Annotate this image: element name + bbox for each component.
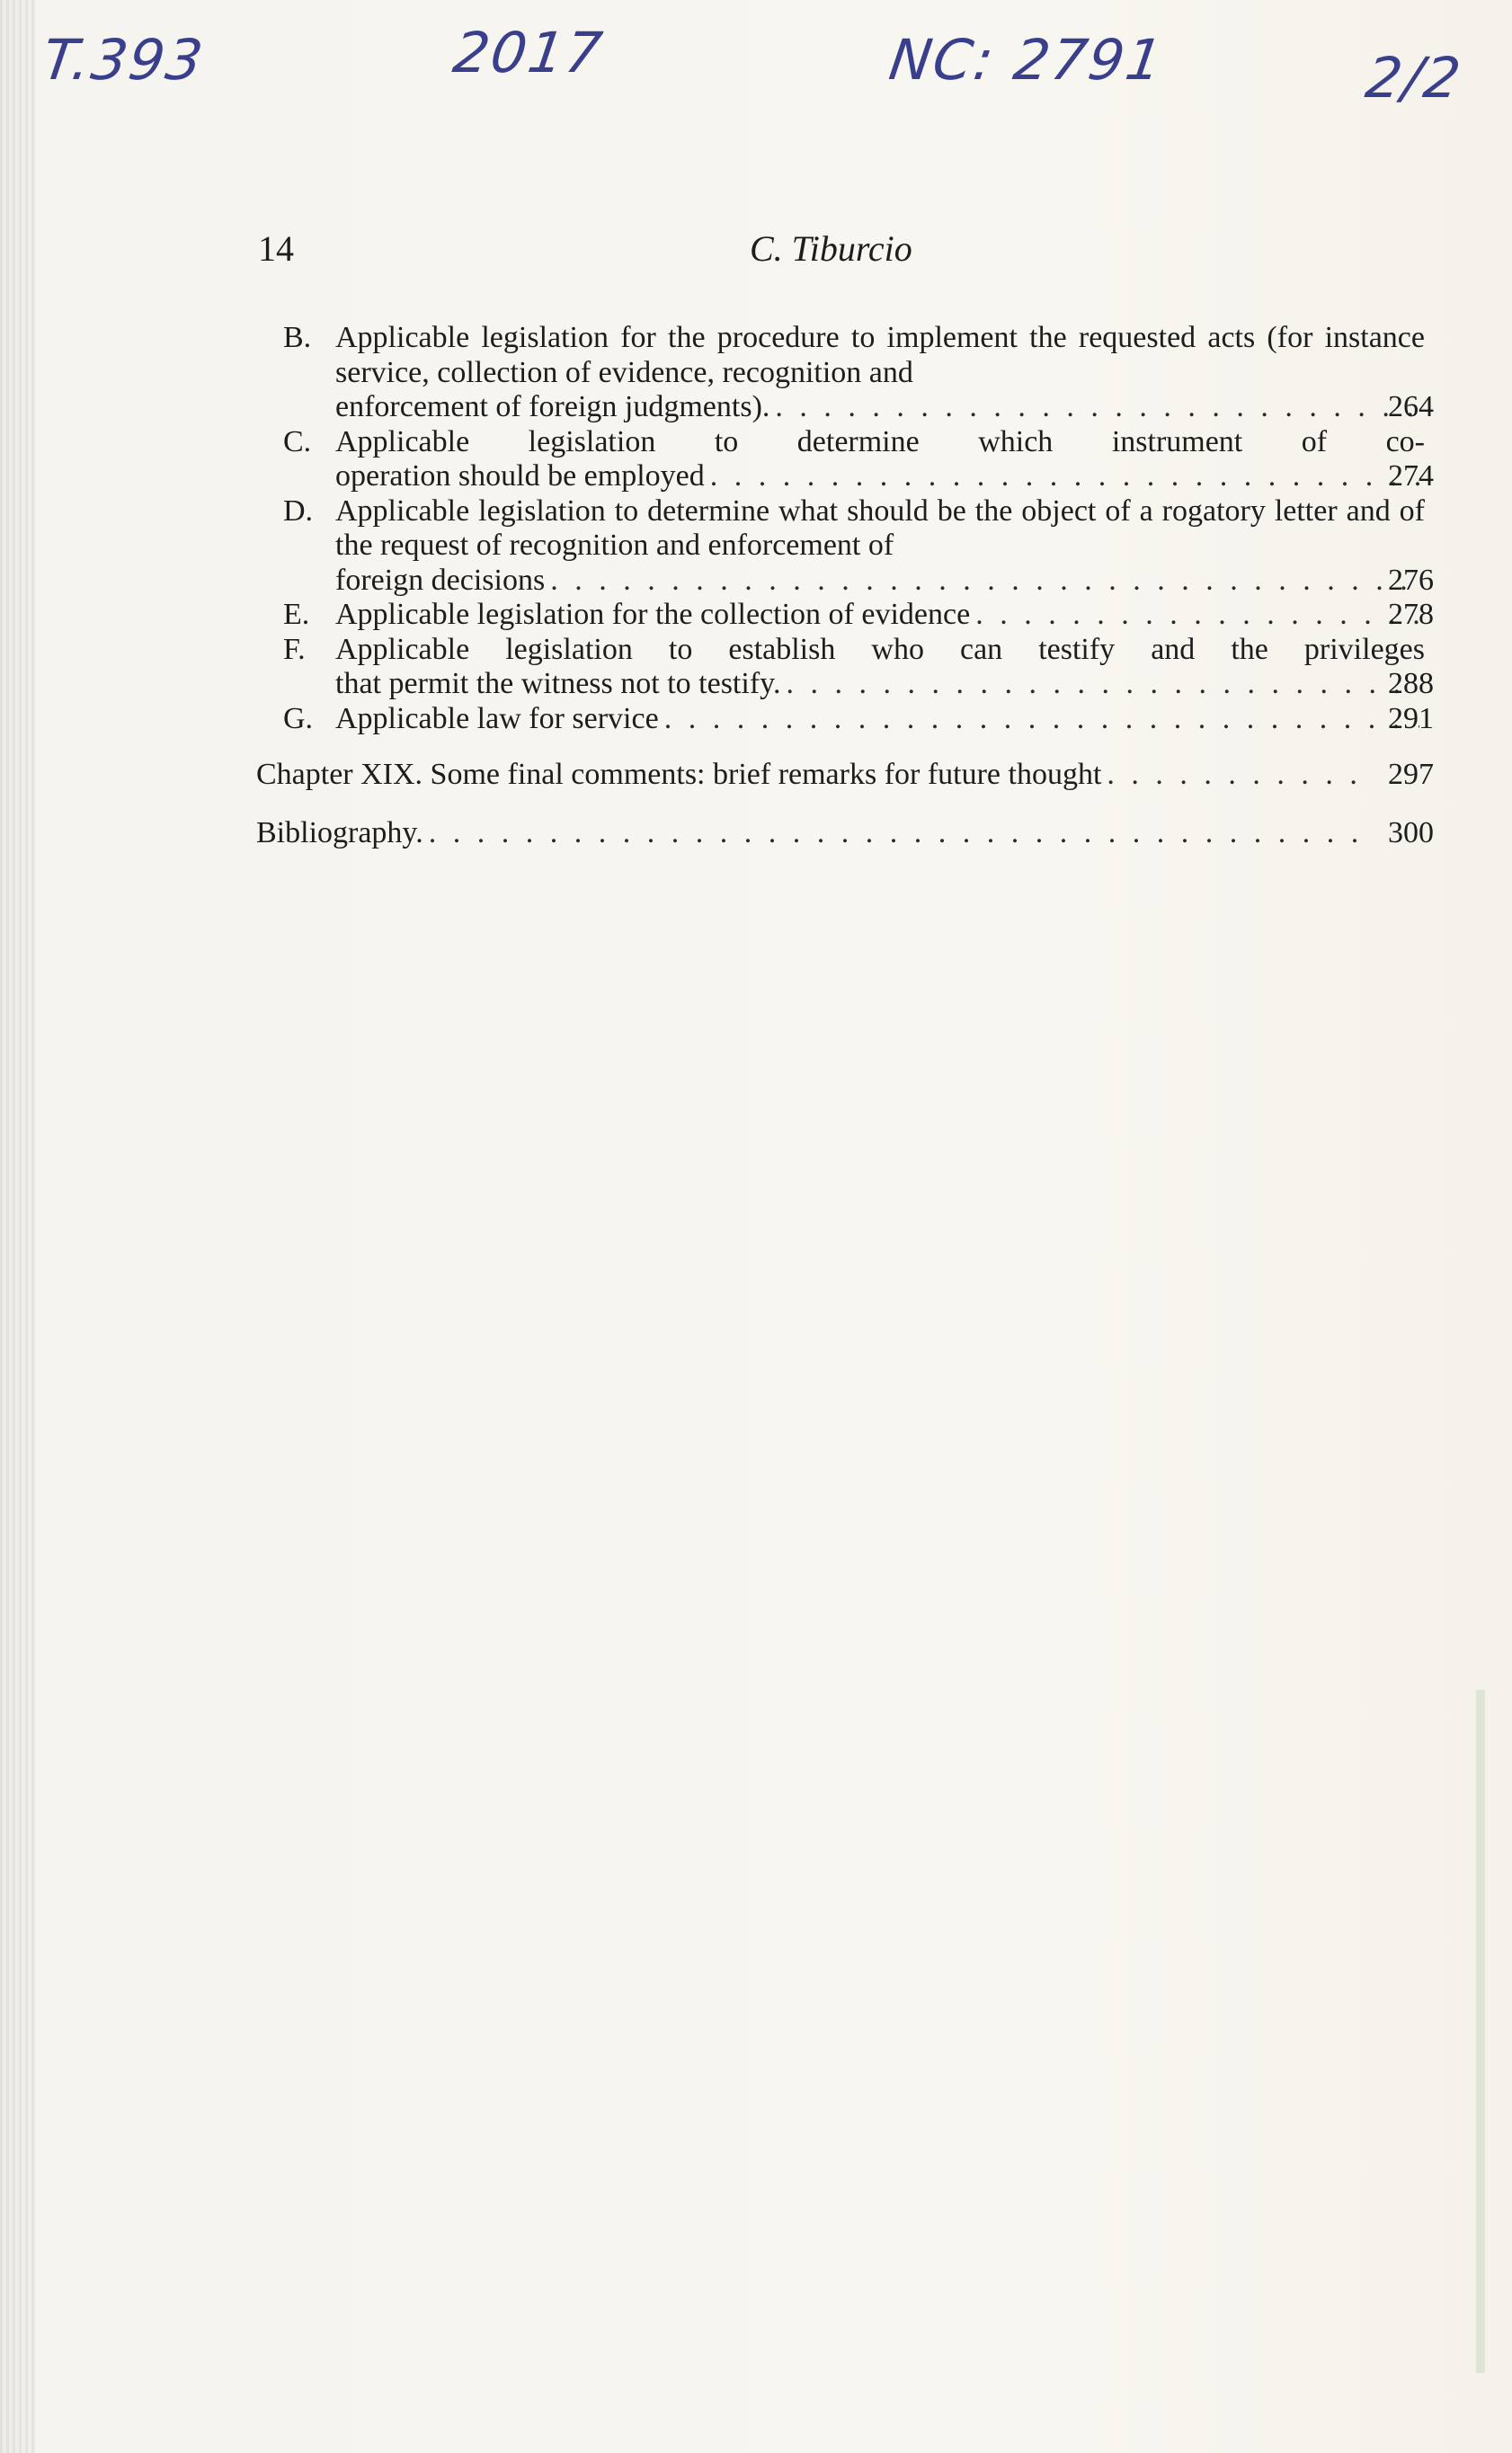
toc-text-last: Bibliography. xyxy=(256,815,423,849)
toc-text: Applicable legislation for the procedure to implement the requested acts (for instance service, collection of evidence, recognition and xyxy=(335,321,1425,389)
toc-text-last: that permit the witness not to testify. xyxy=(335,667,781,700)
toc-text: Applicable legislation to establish who can testify and the privileges xyxy=(335,632,1425,666)
leader-dots xyxy=(1107,758,1365,793)
toc-letter: C. xyxy=(283,424,312,458)
toc-page: 288 xyxy=(1388,667,1434,700)
leader-dots xyxy=(786,667,1419,702)
toc-text-last: foreign decisions xyxy=(335,563,546,597)
page-edge-tint xyxy=(1476,1690,1485,2373)
table-of-contents xyxy=(256,321,1434,850)
toc-page: 300 xyxy=(1388,815,1434,849)
toc-entry-g xyxy=(256,702,1434,737)
handwritten-year: 2017 xyxy=(449,20,608,85)
toc-text-last: Applicable law for service xyxy=(335,701,659,735)
binding-edge xyxy=(0,0,36,2453)
toc-entry-b xyxy=(256,321,1434,425)
handwritten-shelfmark: T.393 xyxy=(38,27,209,93)
handwritten-accession-number: NC: 2791 xyxy=(885,27,1169,93)
toc-letter: D. xyxy=(283,493,314,528)
leader-dots xyxy=(975,598,1419,633)
toc-page: 276 xyxy=(1388,563,1434,597)
toc-letter: F. xyxy=(283,632,306,666)
handwritten-volume-mark: 2/2 xyxy=(1361,45,1466,111)
toc-text-last: enforcement of foreign judgments). xyxy=(335,390,770,423)
toc-entry-chapter-xix xyxy=(256,758,1434,793)
toc-letter: E. xyxy=(283,598,310,631)
toc-letter: G. xyxy=(283,701,314,735)
leader-dots xyxy=(710,459,1419,494)
toc-page: 278 xyxy=(1388,598,1434,631)
leader-dots xyxy=(664,702,1419,737)
running-title: C. Tiburcio xyxy=(750,228,912,269)
toc-entry-f xyxy=(256,633,1434,702)
toc-page: 264 xyxy=(1388,390,1434,423)
toc-entry-bibliography xyxy=(256,816,1434,851)
leader-dots xyxy=(429,816,1365,851)
toc-entry-d xyxy=(256,494,1434,599)
toc-text: Applicable legislation to determine which instrument of co- xyxy=(335,424,1425,458)
leader-dots xyxy=(775,390,1419,425)
toc-page: 297 xyxy=(1388,758,1434,791)
toc-entry-c xyxy=(256,425,1434,494)
toc-text-last: operation should be employed xyxy=(335,459,705,493)
toc-page: 291 xyxy=(1388,701,1434,735)
toc-text-last: Chapter XIX. Some final comments: brief remarks for future thought xyxy=(256,758,1102,791)
toc-text-last: Applicable legislation for the collection of evidence xyxy=(335,598,971,631)
leader-dots xyxy=(550,564,1419,599)
page-number: 14 xyxy=(258,228,294,269)
toc-letter: B. xyxy=(283,321,312,354)
toc-entry-e xyxy=(256,598,1434,633)
toc-page: 274 xyxy=(1388,459,1434,493)
toc-text: Applicable legislation to determine what should be the object of a rogatory letter and of the request of recognition and enforcement of xyxy=(335,493,1425,562)
